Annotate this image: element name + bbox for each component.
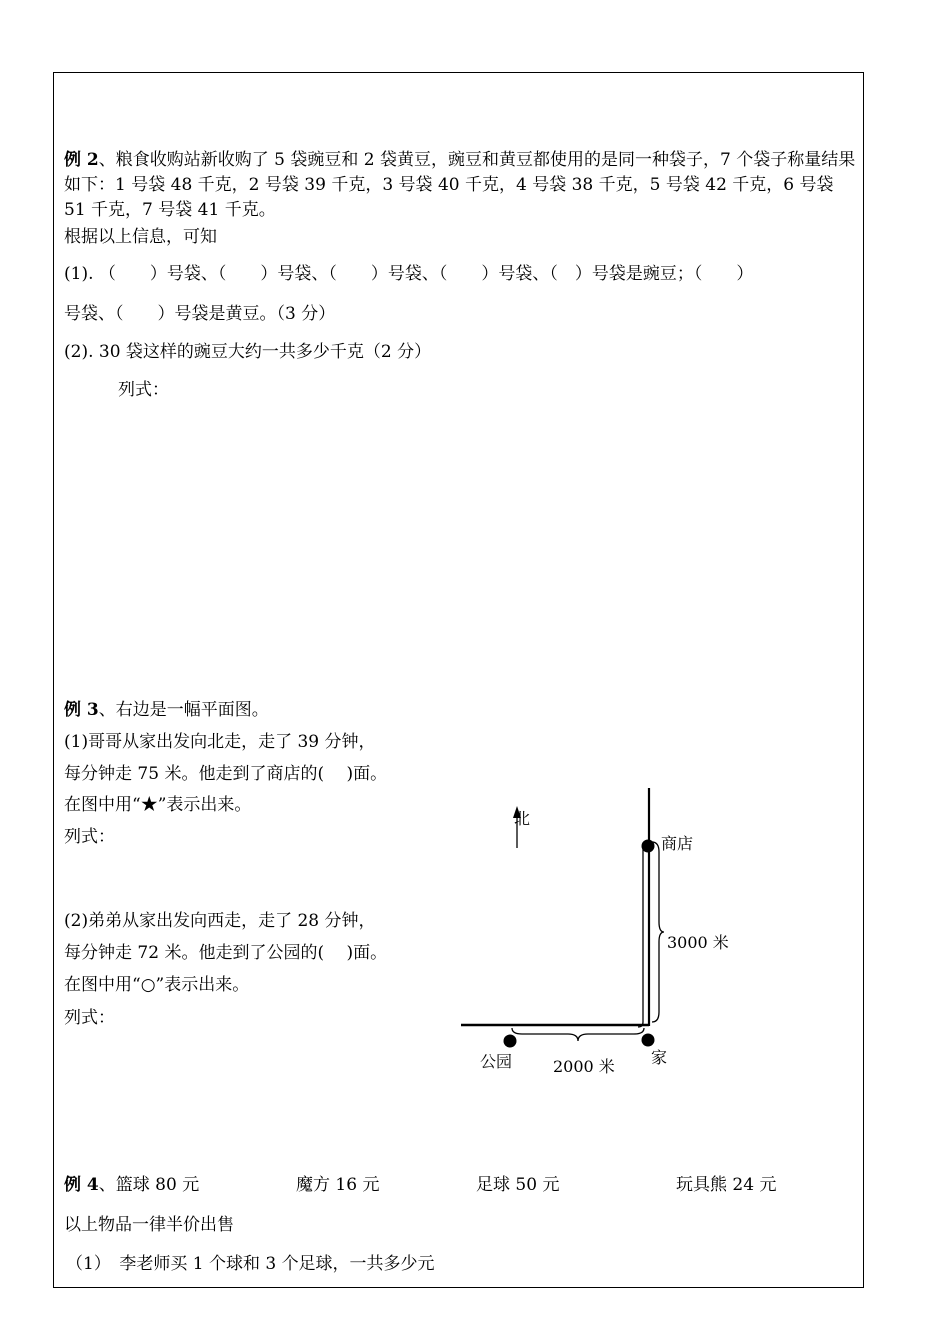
ex2-q2: (2). 30 袋这样的豌豆大约一共多少千克（2 分） <box>64 342 432 362</box>
ex3-q1-line1: (1)哥哥从家出发向北走，走了 39 分钟， <box>64 732 376 752</box>
ex4-label: 例 4 <box>64 1175 99 1195</box>
ex3-intro-text: 、右边是一幅平面图。 <box>98 700 269 720</box>
ex3-q2-line3: 在图中用“○”表示出来。 <box>64 975 250 995</box>
ex3-formula1-label: 列式： <box>64 827 115 847</box>
ex3-q2-line2: 每分钟走 72 米。他走到了公园的( )面。 <box>64 943 388 963</box>
ex4-item1: 、篮球 80 元 <box>98 1175 200 1195</box>
ex4-item-bear: 玩具熊 24 元 <box>676 1175 777 1195</box>
ex4-item-football: 足球 50 元 <box>476 1175 560 1195</box>
ex4-item-cube: 魔方 16 元 <box>296 1175 380 1195</box>
ex2-q1-line2: 号袋、（ ）号袋是黄豆。（3 分） <box>64 304 336 324</box>
park-dot <box>504 1035 517 1048</box>
shop-dot <box>642 840 655 853</box>
home-dot <box>642 1034 655 1047</box>
north-label: 北 <box>514 809 531 828</box>
ex2-q1-line1: (1). （ ）号袋、（ ）号袋、（ ）号袋、（ ）号袋、（ ）号袋是豌豆；（ ） <box>64 264 754 284</box>
ex3-label: 例 3 <box>64 700 99 720</box>
ex4-q1: （1） 李老师买 1 个球和 3 个足球，一共多少元 <box>66 1254 435 1274</box>
west-distance-brace <box>512 1028 644 1041</box>
ex2-label: 例 2 <box>64 150 99 170</box>
ex3-q1-line2: 每分钟走 75 米。他走到了商店的( )面。 <box>64 764 388 784</box>
ex3-q2-line1: (2)弟弟从家出发向西走，走了 28 分钟， <box>64 911 376 931</box>
ex2-info: 根据以上信息，可知 <box>64 227 217 247</box>
ex2-formula-label: 列式： <box>118 380 169 400</box>
home-label: 家 <box>651 1048 668 1067</box>
ex4-note: 以上物品一律半价出售 <box>64 1215 234 1235</box>
north-distance-brace <box>652 842 664 1022</box>
ex2-text: 、粮食收购站新收购了 5 袋豌豆和 2 袋黄豆，豌豆和黄豆都使用的是同一种袋子，7 个袋子称量结果如下：1 号袋 48 千克，2 号袋 39 千克，3 号袋 40 千克，4 号袋 38 千克，5 号袋 42 千克，6 号袋 51 千克，7 号袋 41 千克。 <box>64 150 856 220</box>
west-distance-label: 2000 米 <box>553 1057 615 1076</box>
ex3-formula2-label: 列式： <box>64 1008 115 1028</box>
shop-label: 商店 <box>661 834 694 853</box>
ex3-q1-line3: 在图中用“★”表示出来。 <box>64 795 252 815</box>
north-distance-label: 3000 米 <box>667 933 729 952</box>
ex4-item-basketball <box>64 1173 199 1197</box>
park-label: 公园 <box>480 1052 513 1071</box>
